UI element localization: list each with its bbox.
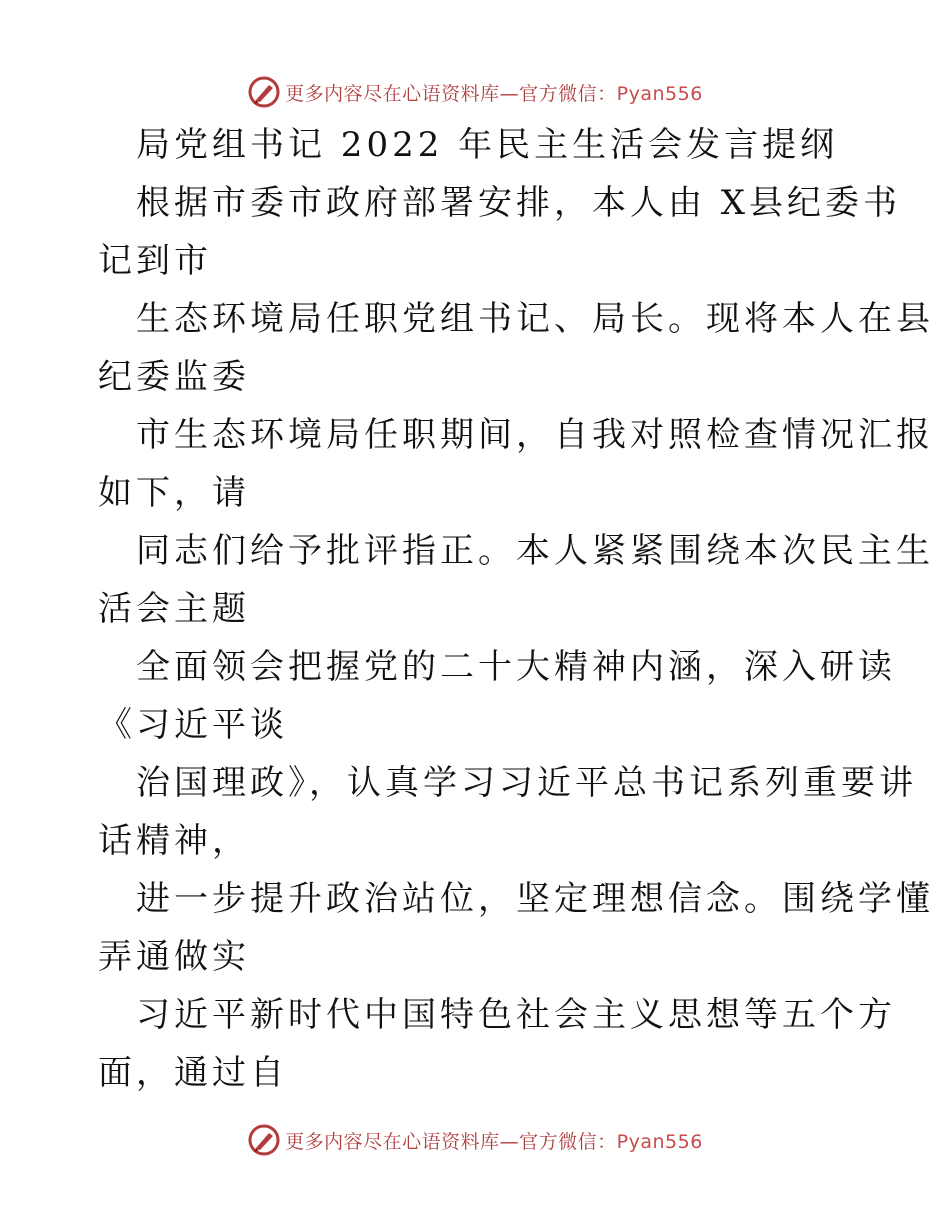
text-line: 纪委监委 [98,357,250,397]
footer-watermark [0,1120,950,1160]
header-watermark [0,72,950,112]
text-line: 《习近平谈 [98,705,288,745]
text-line: 全面领会把握党的二十大精神内涵，深入研读 [136,647,896,687]
document-title: 局党组书记 2022 年民主生活会发言提纲 [136,125,839,165]
text-line: 治国理政》，认真学习习近平总书记系列重要讲 [136,763,917,803]
text-line: 习近平新时代中国特色社会主义思想等五个方 [136,995,896,1035]
text-line: 话精神， [98,821,250,861]
watermark-text: 更多内容尽在心语资料库—官方微信： [285,1130,617,1153]
text-line: 进一步提升政治站位，坚定理想信念。围绕学懂 [136,879,934,919]
text-line: 生态环境局任职党组书记、局长。现将本人在县 [136,299,934,339]
watermark-id: Pyan556 [616,1130,703,1153]
watermark-id: Pyan556 [616,82,703,105]
text-line: 记到市 [98,241,212,281]
text-line: 如下，请 [98,473,250,513]
pen-logo-icon [247,75,281,109]
text-line: 面，通过自 [98,1053,288,1093]
text-line: 同志们给予批评指正。本人紧紧围绕本次民主生 [136,531,934,571]
pen-logo-icon [247,1123,281,1157]
text-line: 弄通做实 [98,937,250,977]
text-line: 活会主题 [98,589,250,629]
text-line: 根据市委市政府部署安排，本人由 X县纪委书 [136,183,902,223]
watermark-text: 更多内容尽在心语资料库—官方微信： [285,82,617,105]
text-line: 市生态环境局任职期间，自我对照检查情况汇报 [136,415,934,455]
document-body [98,116,934,1102]
